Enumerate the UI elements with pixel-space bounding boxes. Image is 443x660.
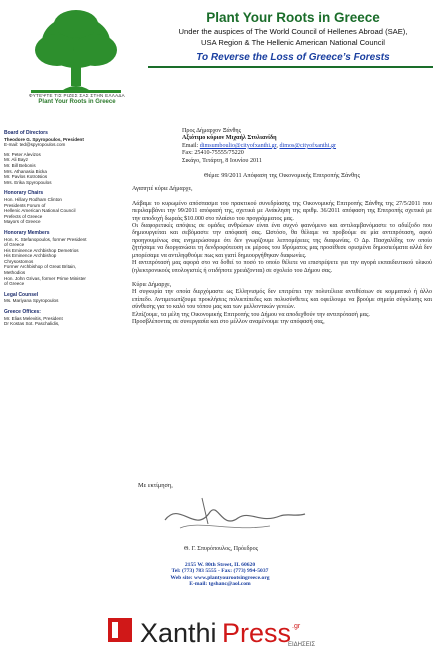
- sidebar-line: Mr. Ali Bayz: [4, 157, 28, 163]
- paragraph-5: Ελπίζουμε, τα μέλη της Οικονομικής Επιτροπής του Δήμου να αποδεχθούν την αντιπρότασή μας.: [132, 311, 370, 318]
- sidebar-line: Presidents Forum of: [4, 202, 46, 208]
- sidebar-line: His Eminence Archbishop Demetrios: [4, 247, 79, 253]
- subject-line: Θέμα: 99/2011 Απόφαση της Οικονομικής Επιτροπής Ξάνθης: [204, 172, 360, 180]
- xanthipress-logo: [104, 614, 344, 654]
- sidebar-line: Hellenic American National Council: [4, 208, 76, 214]
- email-line: Email: dimsumboulio@cityofxanthi.gr, dimos@cityofxanthi.gr: [182, 142, 337, 149]
- sidebar-line: Chrysostomos: [4, 258, 34, 264]
- sidebar-line: Mrs. Athanasia Bicka: [4, 168, 47, 174]
- logo-square: [108, 618, 132, 642]
- footer-website[interactable]: Web site: www.plantyourootsingreece.org: [170, 574, 270, 581]
- sidebar-line: Former Archbishop of Great Britain,: [4, 264, 77, 270]
- tree-logo: [5, 6, 147, 106]
- sidebar-line: Hon. Hillary Rodham Clinton: [4, 196, 62, 202]
- sidebar-line: His Eminence Archbishop: [4, 253, 57, 259]
- footer-email[interactable]: E-mail: tgshanc@aol.com: [189, 581, 251, 588]
- closing: Με εκτίμηση,: [138, 482, 173, 489]
- footer-phone: Tel: (773) 783 5555 - Fax: (773) 994-5037: [171, 568, 269, 575]
- sidebar-line: Ms. Mariyana Spyropoulos: [4, 298, 59, 304]
- letter-body: [132, 128, 432, 326]
- sidebar-line: Hon. K. Stefanopoulos, former President: [4, 236, 87, 242]
- sidebar-heading: Honorary Members: [4, 229, 50, 236]
- board-sidebar: [4, 131, 124, 327]
- paragraph-2: Οι διαφορετικές απόψεις σε ομάδες ανθρώπων είναι ένα συχνό φαινόμενο και αντιλαμβανόμαστε το αδιέξοδο που δημιουργείται και σεβόμαστε την απόφασή σας. Ωστόσο, θα θέλαμε να προβούμε σε μία αντιπρόταση, αφού προηγουμένως σας ενημερώσουμε ότι δεν γνωρίζουμε λεπτομέρειες της διαφωνίας. Ο Δρ. Πασχαλίδης τον οποίο ζητήσαμε να διοργανώσει τη δενδροφύτευση εκ μέρους του Ιδρύματος μας προσέθεσε ορισμένα δημοσιεύματα αλλά δεν μπορέσαμε να αντιληφθούμε πως και γιατί δημιουργήθηκαν διαφωνίες.: [132, 223, 432, 259]
- place-date: Σικάγο, Τετάρτη, 8 Ιουνίου 2011: [182, 157, 262, 164]
- logo-inner-bar: [112, 622, 118, 638]
- handwritten-signature: [160, 490, 310, 540]
- sidebar-heading: Board of Directors: [4, 130, 48, 136]
- sidebar-line: Prefects of Greece: [4, 213, 43, 219]
- sidebar-heading: Greece Offices:: [4, 309, 41, 316]
- logo-name: Plant Your Roots in Greece: [38, 99, 116, 105]
- salutation-2: Κύριε Δήμαρχε,: [132, 281, 172, 288]
- footer-contact: [140, 562, 300, 588]
- email-label: Email:: [182, 142, 199, 149]
- sidebar-line: Mr. Bill Bebonis: [4, 162, 36, 168]
- sidebar-line: Mr. Peter Alevizos: [4, 151, 41, 157]
- auspices-line: Under the auspices of The World Council of Hellenes Abroad (SAE),: [178, 27, 408, 36]
- sidebar-heading: Legal Counsel: [4, 291, 39, 298]
- sidebar-line: Mr. Pavlos Kotrotsios: [4, 174, 48, 180]
- header-divider: [148, 66, 433, 68]
- sidebar-line: Methodios: [4, 270, 26, 276]
- paragraph-3: Η αντιπρότασή μας αφορά στο να δοθεί το ποσό το οποίο θέλετε να επιστρέψετε για την αγορά εκπαιδευτικού υλικού (ηλεκτρονικούς υπολογιστές ή οτιδήποτε χρειάζονται) σε σχολείο του Δήμου σας.: [132, 260, 432, 274]
- email-link-2[interactable]: dimos@cityofxanthi.gr: [279, 142, 337, 149]
- sidebar-line: Theodore G. Spyropoulos, President: [4, 136, 84, 142]
- sidebar-line: Hon. John Grivas, former Prime Minister: [4, 275, 86, 281]
- brand-red: Press: [222, 618, 292, 648]
- sidebar-line: Mrs. Erika Spyropoulos: [4, 179, 52, 185]
- brand-suffix: .gr: [292, 623, 301, 630]
- signer-name: Θ. Γ. Σπυρόπουλος, Πρόεδρος: [184, 546, 259, 552]
- sidebar-line: of Greece: [4, 242, 25, 248]
- sidebar-line: E-mail: ted@spyropoulos.com: [4, 142, 66, 148]
- attention-line: Αξιότιμο κύριον Μιχαήλ Στυλιανίδη: [182, 135, 277, 142]
- email-link-1[interactable]: dimsumboulio@cityofxanthi.gr: [199, 142, 277, 149]
- organization-title: Plant Your Roots in Greece: [206, 10, 380, 25]
- paragraph-4: Η συγκυρία την οποία διερχόμαστε ως Ελληνισμός δεν επιτρέπει την πολυτέλεια αντιθέσεων σε κομματικό ή άλλο επίπεδο. Αντιμετωπίζουμε προκλήσεις πολυεπίπεδες και πολυσύνθετες και οφείλουμε να βρούμε σημεία σύγκλισης και σύνθεσης για το καλό του τόπου μας και των μελλοντικών γενεών.: [132, 289, 432, 311]
- footer-address: 2155 W. 80th Street, IL 60620: [184, 562, 256, 568]
- paragraph-6: Προσβλέποντας σε συνεργασία και στο μέλλον αναμένουμε την απόφασή σας,: [132, 318, 325, 325]
- sidebar-heading: Honorary Chairs: [4, 190, 44, 197]
- paragraph-1: Λάβαμε το κυρωμένο απόσπασμα του πρακτικού συνεδρίασης της Οικονομικής Επιτροπής Ξάνθης της 27/5/2011 που περιλαμβάνει την 99/2011 απόφασή της, σχετικά με Ανάκληση της αριθμ. 36/2011 απόφαση της Επιτροπής σχετικά με την αποδοχή δωρεάς $10.000 στο πλαίσιο του προγράμματος μας.: [132, 200, 432, 222]
- logo-caption: ΦΥΤΕΨΤΕ ΤΙΣ ΡΙΖΕΣ ΣΑΣ ΣΤΗΝ ΕΛΛΑΔΑ: [29, 93, 125, 98]
- sidebar-line: Mr. Elias Melevitis, President: [4, 315, 63, 321]
- sidebar-line: Mayors of Greece: [4, 219, 41, 225]
- salutation: Αγαπητέ κύριε Δήμαρχε,: [132, 186, 193, 193]
- council-line: USA Region & The Hellenic American National Council: [201, 38, 385, 47]
- recipient: Προς Δήμαρχον Ξάνθης: [182, 128, 241, 134]
- fax-line: Fax: 25410-75555/75220: [182, 150, 244, 157]
- brand-black: Xanthi: [140, 618, 217, 648]
- tagline: To Reverse the Loss of Greece’s Forests: [196, 52, 390, 63]
- brand-sub: ΕΙΔΗΣΕΙΣ: [288, 642, 316, 648]
- sidebar-line: of Greece: [4, 281, 25, 287]
- sidebar-line: Dr Kostas Sot. Paschalidis,: [4, 321, 60, 327]
